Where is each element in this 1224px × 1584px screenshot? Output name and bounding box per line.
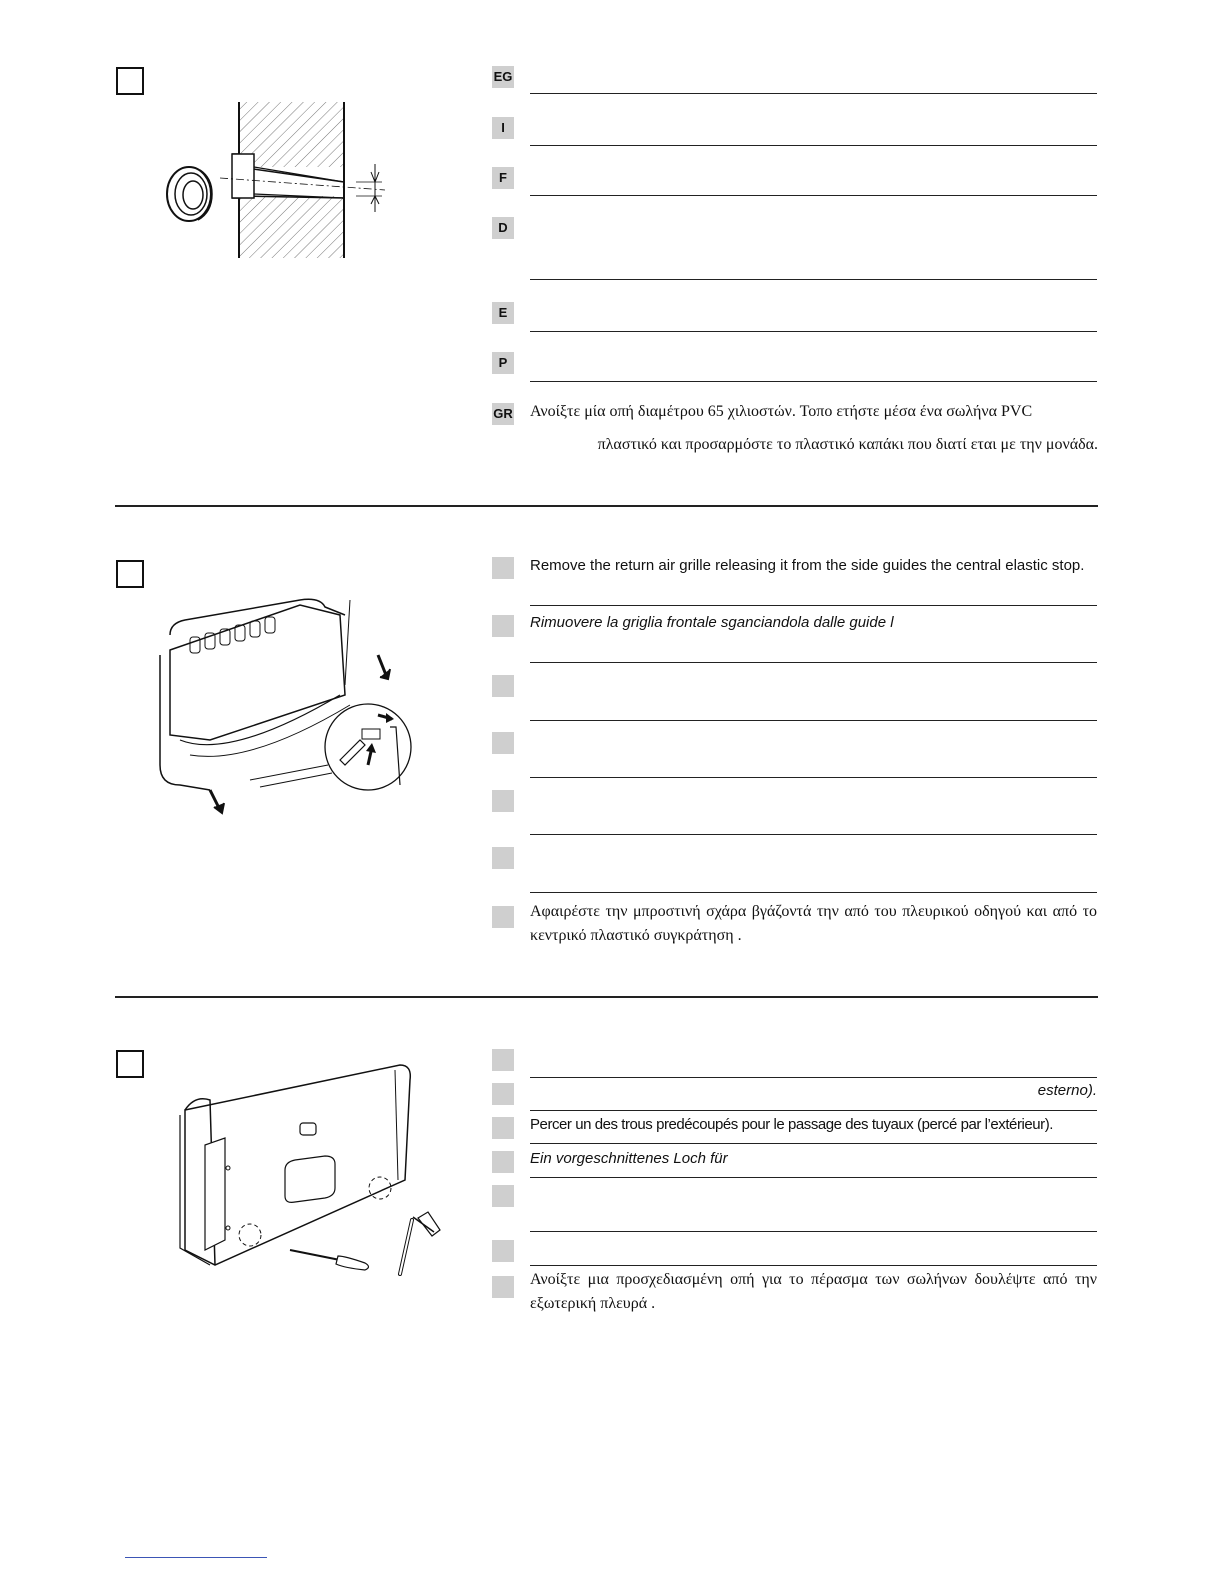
text-rule	[530, 1110, 1097, 1111]
text-rule	[530, 834, 1097, 835]
footer-underline	[125, 1557, 267, 1558]
text-rule	[530, 662, 1097, 663]
step-number-box-2	[116, 560, 144, 588]
text-rule	[530, 145, 1097, 146]
text-rule	[530, 195, 1097, 196]
text-rule	[530, 93, 1097, 94]
section-separator	[115, 505, 1098, 507]
text-rule	[530, 331, 1097, 332]
text-rule	[530, 1177, 1097, 1178]
knockout-hole-figure	[170, 1060, 460, 1285]
text-rule	[530, 777, 1097, 778]
lang-tag-blank	[492, 1117, 514, 1139]
lang-tag-blank	[492, 1240, 514, 1262]
instruction-greek: Αφαιρέστε την μπροστινή σχάρα βγάζοντά την από του πλευρικού οδηγού και από το κεντρικό πλαστικό συγκράτηση .	[530, 903, 1097, 944]
lang-tag-blank	[492, 615, 514, 637]
text-rule	[530, 605, 1097, 606]
lang-tag-d: D	[492, 217, 514, 239]
section-separator	[115, 996, 1098, 998]
text-rule	[530, 381, 1097, 382]
instruction-german: Ein vorgeschnittenes Loch für	[530, 1150, 728, 1167]
lang-tag-e: E	[492, 302, 514, 324]
lang-tag-blank	[492, 790, 514, 812]
text-rule	[530, 1265, 1097, 1266]
lang-tag-f: F	[492, 167, 514, 189]
lang-tag-p: P	[492, 352, 514, 374]
step-number-box-1	[116, 67, 144, 95]
lang-tag-blank	[492, 1151, 514, 1173]
lang-tag-blank	[492, 906, 514, 928]
text-rule	[530, 720, 1097, 721]
text-rule	[530, 1143, 1097, 1144]
lang-tag-eg: EG	[492, 66, 514, 88]
text-rule	[530, 279, 1097, 280]
wall-hole-figure	[160, 98, 390, 263]
instruction-italian-tail: esterno).	[1037, 1082, 1097, 1099]
text-rule	[530, 1077, 1097, 1078]
lang-tag-blank	[492, 732, 514, 754]
lang-tag-gr: GR	[492, 403, 514, 425]
text-rule	[530, 892, 1097, 893]
instruction-english: Remove the return air grille releasing it from the side guides the central elastic stop.	[530, 557, 1085, 574]
lang-tag-blank	[492, 1049, 514, 1071]
grille-removal-figure	[150, 595, 420, 820]
lang-tag-blank	[492, 1185, 514, 1207]
instruction-italian: Rimuovere la griglia frontale sganciandola dalle guide l	[530, 614, 894, 631]
lang-tag-blank	[492, 847, 514, 869]
text-rule	[530, 1231, 1097, 1232]
lang-tag-i: I	[492, 117, 514, 139]
instruction-french: Percer un des trous predécoupés pour le passage des tuyaux (percé par l’extérieur).	[530, 1116, 1053, 1133]
lang-tag-blank	[492, 1276, 514, 1298]
step-number-box-3	[116, 1050, 144, 1078]
lang-tag-blank	[492, 557, 514, 579]
lang-tag-blank	[492, 1083, 514, 1105]
instruction-greek: Ανοίξτε μια προσχεδιασμένη οπή για το πέρασμα των σωλήνων δουλέψτε από την εξωτερική πλευρά .	[530, 1271, 1097, 1312]
greek-text-line-1: Ανοίξτε μία οπή διαμέτρου 65 χιλιοστών. Τοπο ετήστε μέσα ένα σωλήνα PVC	[530, 403, 1033, 420]
lang-tag-blank	[492, 675, 514, 697]
greek-text-line-2: πλαστικό και προσαρμόστε το πλαστικό καπάκι που διατί εται με την μονάδα.	[597, 436, 1098, 453]
